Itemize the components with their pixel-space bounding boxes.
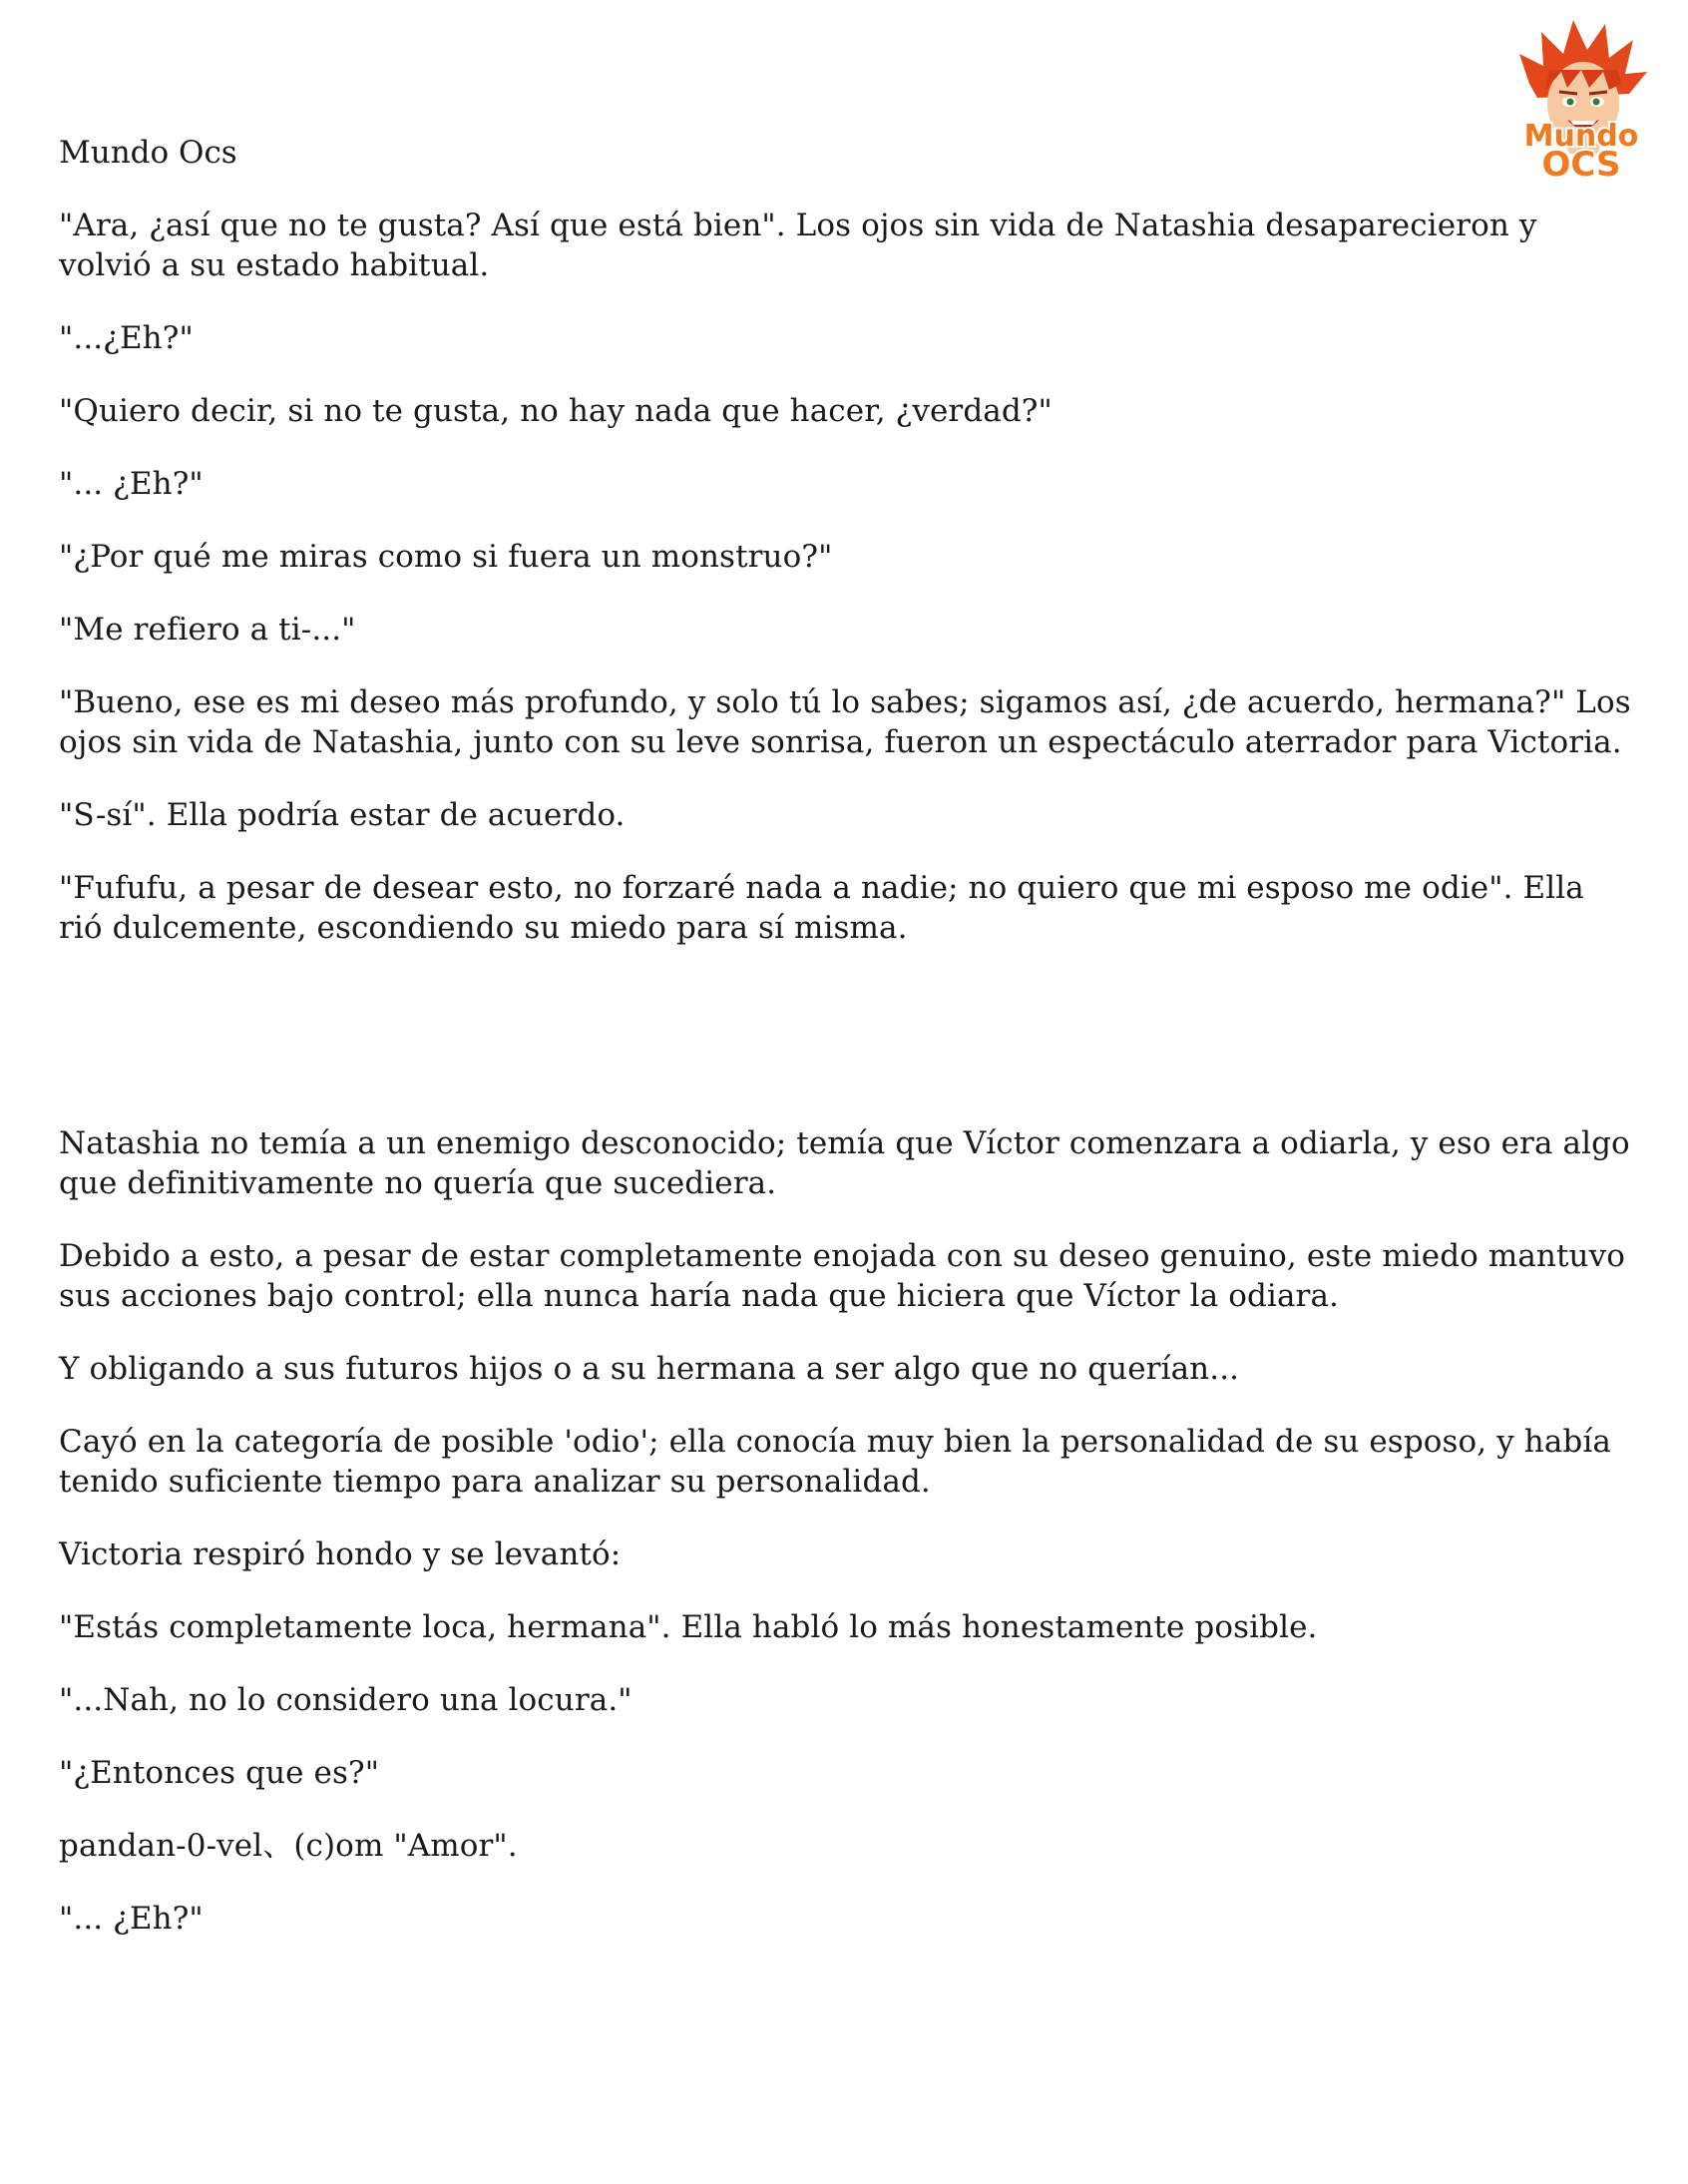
paragraph: "Ara, ¿así que no te gusta? Así que está bien". Los ojos sin vida de Natashia desaparecieron y volvió a su estado habitual. (59, 208, 1537, 283)
svg-text:Mundo: Mundo (1523, 119, 1639, 154)
paragraph: "...¿Eh?" (59, 320, 194, 356)
paragraph: Cayó en la categoría de posible 'odio'; ella conocía muy bien la personalidad de su esposo, y había tenido suficiente tiempo para analizar su personalidad. (59, 1424, 1611, 1500)
paragraph: "...Nah, no lo considero una locura." (59, 1682, 633, 1718)
mascot-logo-icon (1501, 14, 1661, 184)
paragraph: "Bueno, ese es mi deseo más profundo, y solo tú lo sabes; sigamos así, ¿de acuerdo, hermana?" Los ojos sin vida de Natashia, junto con su leve sonrisa, fueron un espectáculo aterrador para Victoria. (59, 684, 1631, 760)
paragraph: "Me refiero a ti-..." (59, 612, 356, 648)
page-header-title: Mundo Ocs (59, 135, 237, 171)
text-section-2 (59, 1123, 1635, 1971)
paragraph: "Estás completamente loca, hermana". Ella habló lo más honestamente posible. (59, 1609, 1318, 1645)
paragraph: "Quiero decir, si no te gusta, no hay nada que hacer, ¿verdad?" (59, 393, 1053, 429)
paragraph: Victoria respiró hondo y se levantó: (59, 1536, 622, 1572)
mundo-ocs-logo (1501, 14, 1661, 184)
paragraph: "Fufufu, a pesar de desear esto, no forzaré nada a nadie; no quiero que mi esposo me odie". Ella rió dulcemente, escondiendo su miedo para sí misma. (59, 870, 1584, 946)
paragraph: Y obligando a sus futuros hijos o a su hermana a ser algo que no querían... (59, 1351, 1240, 1387)
paragraph: "¿Entonces que es?" (59, 1755, 380, 1791)
paragraph: Natashia no temía a un enemigo desconocido; temía que Víctor comenzara a odiarla, y eso era algo que definitivamente no quería que sucediera. (59, 1125, 1630, 1201)
paragraph: pandan-0-vel、(c)om "Amor". (59, 1828, 518, 1864)
paragraph: "¿Por qué me miras como si fuera un monstruo?" (59, 539, 833, 575)
paragraph: Debido a esto, a pesar de estar completamente enojada con su deseo genuino, este miedo mantuvo sus acciones bajo control; ella nunca haría nada que hiciera que Víctor la odiara. (59, 1238, 1625, 1314)
svg-text:OCS: OCS (1541, 145, 1621, 184)
paragraph: "... ¿Eh?" (59, 1901, 204, 1937)
paragraph: "S-sí". Ella podría estar de acuerdo. (59, 797, 626, 833)
text-section-1 (59, 206, 1635, 981)
paragraph: "... ¿Eh?" (59, 466, 204, 502)
